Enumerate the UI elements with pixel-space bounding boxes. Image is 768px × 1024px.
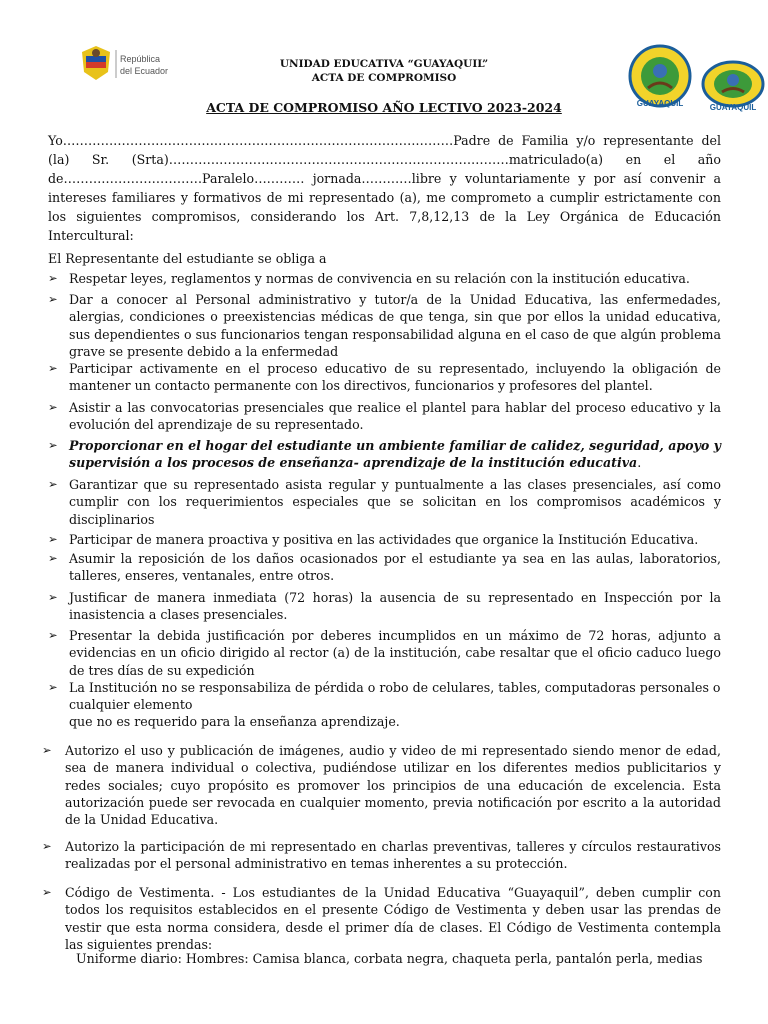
intro-paragraph: Yo…………………………………………………………………………………Padre de Familia y/o representante del (la) Sr. (Srta)………………………………………………………………………matriculado(a) en el año de……………………………Paralelo………… jornada…………libre y voluntariamente y por así convenir a intereses familiares y formativos de mi representado (a), me comprometo a cumplir estrictamente con los siguientes compromisos, considerando los Art. 7,8,12,13 de la Ley Orgánica de Educación Intercultural: bbox=[48, 133, 721, 243]
doc-type: ACTA DE COMPROMISO bbox=[311, 72, 457, 84]
arrow-bullet-icon: ➢ bbox=[48, 438, 58, 452]
list-item: ➢ Código de Vestimenta. - Los estudiantes de la Unidad Educativa “Guayaquil”, deben cumplir con todos los requisitos establecidos en el presente Código de Vestimenta y deben usar las prendas de vestir que esta norma considera, desde el primer día de clases. El Código de Vestimenta contempla las siguientes prendas: bbox=[42, 885, 721, 952]
list-item: ➢ Garantizar que su representado asista regular y puntualmente a las clases presenciales, así como cumplir con los requerimientos especiales que se solicitan en los compromisos académicos y disciplinarios bbox=[48, 477, 721, 527]
arrow-bullet-icon: ➢ bbox=[48, 271, 58, 285]
list-item: ➢ Justificar de manera inmediata (72 horas) la ausencia de su representado en Inspección por la inasistencia a clases presenciales. bbox=[48, 590, 721, 623]
arrow-bullet-icon: ➢ bbox=[48, 532, 58, 546]
arrow-bullet-icon: ➢ bbox=[42, 839, 52, 853]
list-item-continuation: que no es requerido para la enseñanza aprendizaje. bbox=[69, 714, 400, 729]
list-item: ➢ La Institución no se responsabiliza de pérdida o robo de celulares, tables, computadoras personales o cualquier elemento bbox=[48, 680, 721, 713]
gov-logo-line2: del Ecuador bbox=[120, 66, 169, 76]
page-title: ACTA DE COMPROMISO AÑO LECTIVO 2023-2024 bbox=[206, 100, 562, 115]
uniform-line: Uniforme diario: Hombres: Camisa blanca, corbata negra, chaqueta perla, pantalón perla, medias bbox=[76, 951, 703, 966]
badge-text-2: GUAYAQUIL bbox=[709, 103, 757, 112]
list-item: ➢ Proporcionar en el hogar del estudiante un ambiente familiar de calidez, seguridad, apoyo y supervisión a los procesos de enseñanza- aprendizaje de la institución educativa. bbox=[48, 438, 721, 471]
arrow-bullet-icon: ➢ bbox=[48, 551, 58, 565]
arrow-bullet-icon: ➢ bbox=[48, 477, 58, 491]
arrow-bullet-icon: ➢ bbox=[42, 885, 52, 899]
list-item: ➢ Dar a conocer al Personal administrativo y tutor/a de la Unidad Educativa, las enfermedades, alergias, condiciones o preexistencias médicas de que tenga, sin que por ellos la unidad educativa, sus dependientes o sus funcionarios tengan responsabilidad alguna en el caso de que algún problema grave se presente debido a la enfermedad bbox=[48, 292, 721, 359]
school-name: UNIDAD EDUCATIVA “GUAYAQUIL” bbox=[279, 58, 489, 70]
arrow-bullet-icon: ➢ bbox=[48, 292, 58, 306]
arrow-bullet-icon: ➢ bbox=[48, 361, 58, 375]
list-item: ➢ Presentar la debida justificación por deberes incumplidos en un máximo de 72 horas, adjunto a evidencias en un oficio dirigido al rector (a) de la institución, cabe resaltar que el oficio caduco luego de tres días de su expedición bbox=[48, 628, 721, 678]
list-item: ➢ Asumir la reposición de los daños ocasionados por el estudiante ya sea en las aulas, laboratorios, talleres, enseres, ventanales, entre otros. bbox=[48, 551, 721, 584]
gov-logo-line1: República bbox=[120, 54, 161, 64]
list-item: ➢ Respetar leyes, reglamentos y normas de convivencia en su relación con la institución educativa. bbox=[48, 271, 690, 286]
lead-sentence: El Representante del estudiante se obliga a bbox=[48, 251, 327, 266]
list-item: ➢ Autorizo el uso y publicación de imágenes, audio y video de mi representado siendo menor de edad, sea de manera individual o colectiva, pudiéndose utilizar en los diferentes medios publicitarios y redes sociales; cuyo propósito es promover los principios de una educación de excelencia. Esta autorización puede ser revocada en cualquier momento, previa notificación por escrito a la autoridad de la Unidad Educativa. bbox=[42, 743, 721, 828]
list-item: ➢ Participar activamente en el proceso educativo de su representado, incluyendo la obligación de mantener un contacto permanente con los directivos, funcionarios y profesores del plantel. bbox=[48, 361, 721, 394]
arrow-bullet-icon: ➢ bbox=[48, 590, 58, 604]
arrow-bullet-icon: ➢ bbox=[48, 400, 58, 414]
list-item: ➢ Asistir a las convocatorias presenciales que realice el plantel para hablar del proceso educativo y la evolución del aprendizaje de su representado. bbox=[48, 400, 721, 433]
list-item: ➢ Participar de manera proactiva y positiva en las actividades que organice la Institución Educativa. bbox=[48, 532, 699, 547]
arrow-bullet-icon: ➢ bbox=[48, 628, 58, 642]
arrow-bullet-icon: ➢ bbox=[42, 743, 52, 757]
badge-text-1: GUAYAQUIL bbox=[636, 99, 684, 108]
list-item: ➢ Autorizo la participación de mi representado en charlas preventivas, talleres y círculos restaurativos realizadas por el personal administrativo en temas inherentes a su protección. bbox=[42, 839, 721, 872]
arrow-bullet-icon: ➢ bbox=[48, 680, 58, 694]
